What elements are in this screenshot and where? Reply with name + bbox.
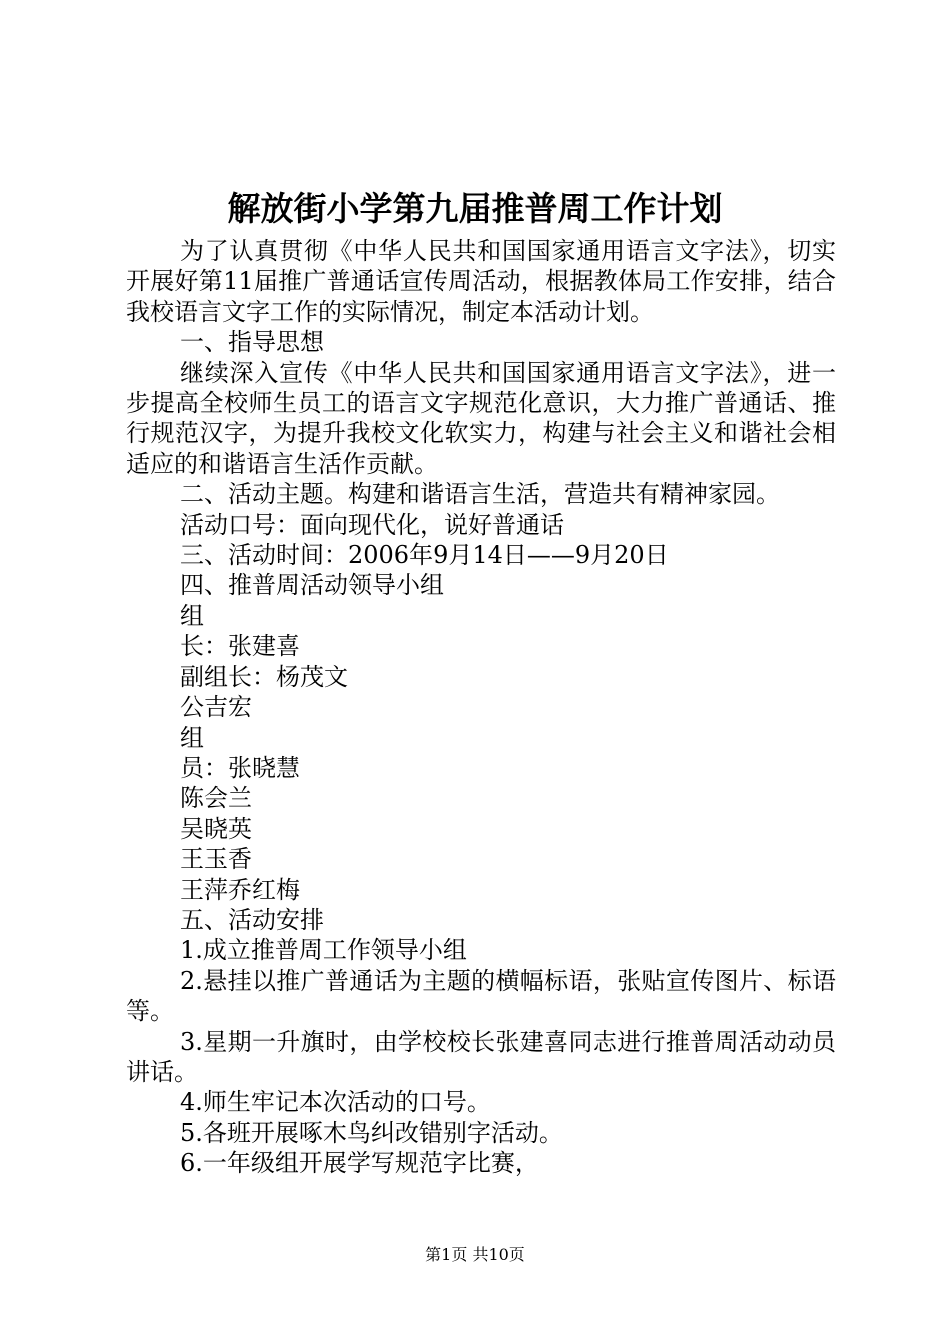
- paragraph-intro: 为了认真贯彻《中华人民共和国国家通用语言文字法》，切实开展好第11届推广普通话宣传周活动，根据教体局工作安排，结合我校语言文字工作的实际情况，制定本活动计划。: [126, 237, 836, 326]
- paragraph-guiding-thought: 继续深入宣传《中华人民共和国国家通用语言文字法》，进一步提高全校师生员工的语言文字规范化意识，大力推广普通话、推行规范汉字，为提升我校文化软实力，构建与社会主义和谐社会相适应的和谐语言生活作贡献。: [126, 358, 836, 478]
- arrangement-item: 1.成立推普周工作领导小组: [180, 936, 467, 965]
- leadership-line: 员：张晓慧: [180, 753, 300, 782]
- document-body: [126, 236, 836, 1179]
- arrangement-item: 5.各班开展啄木鸟纠改错别字活动。: [180, 1118, 563, 1147]
- leadership-line: 副组长：杨茂文: [180, 662, 348, 691]
- paragraph-slogan: 活动口号：面向现代化，说好普通话: [180, 510, 564, 539]
- arrangement-item: 2.悬挂以推广普通话为主题的横幅标语，张贴宣传图片、标语等。: [126, 966, 836, 1026]
- leadership-line: 组: [180, 723, 204, 752]
- leadership-line: 公吉宏: [180, 693, 252, 722]
- leadership-line: 组: [180, 601, 204, 630]
- section-heading-arrangement: 五、活动安排: [180, 905, 324, 934]
- leadership-line: 王玉香: [180, 845, 252, 874]
- section-heading-leadership: 四、推普周活动领导小组: [180, 571, 444, 600]
- arrangement-item: 6.一年级组开展学写规范字比赛，: [180, 1149, 539, 1178]
- document-title: 解放街小学第九届推普周工作计划: [227, 189, 723, 228]
- arrangement-item: 4.师生牢记本次活动的口号。: [180, 1088, 491, 1117]
- leadership-line: 吴晓英: [180, 814, 252, 843]
- section-heading-theme: 二、活动主题。构建和谐语言生活，营造共有精神家园。: [180, 480, 780, 509]
- leadership-line: 王萍乔红梅: [180, 875, 300, 904]
- leadership-line: 长：张建喜: [180, 632, 300, 661]
- page-footer: 第1页 共10页: [425, 1245, 525, 1264]
- section-heading-guiding-thought: 一、指导思想: [180, 328, 324, 357]
- arrangement-item: 3.星期一升旗时，由学校校长张建喜同志进行推普周活动动员讲话。: [126, 1027, 836, 1086]
- section-heading-time: 三、活动时间：2006年9月14日——9月20日: [180, 541, 669, 570]
- leadership-line: 陈会兰: [180, 784, 252, 813]
